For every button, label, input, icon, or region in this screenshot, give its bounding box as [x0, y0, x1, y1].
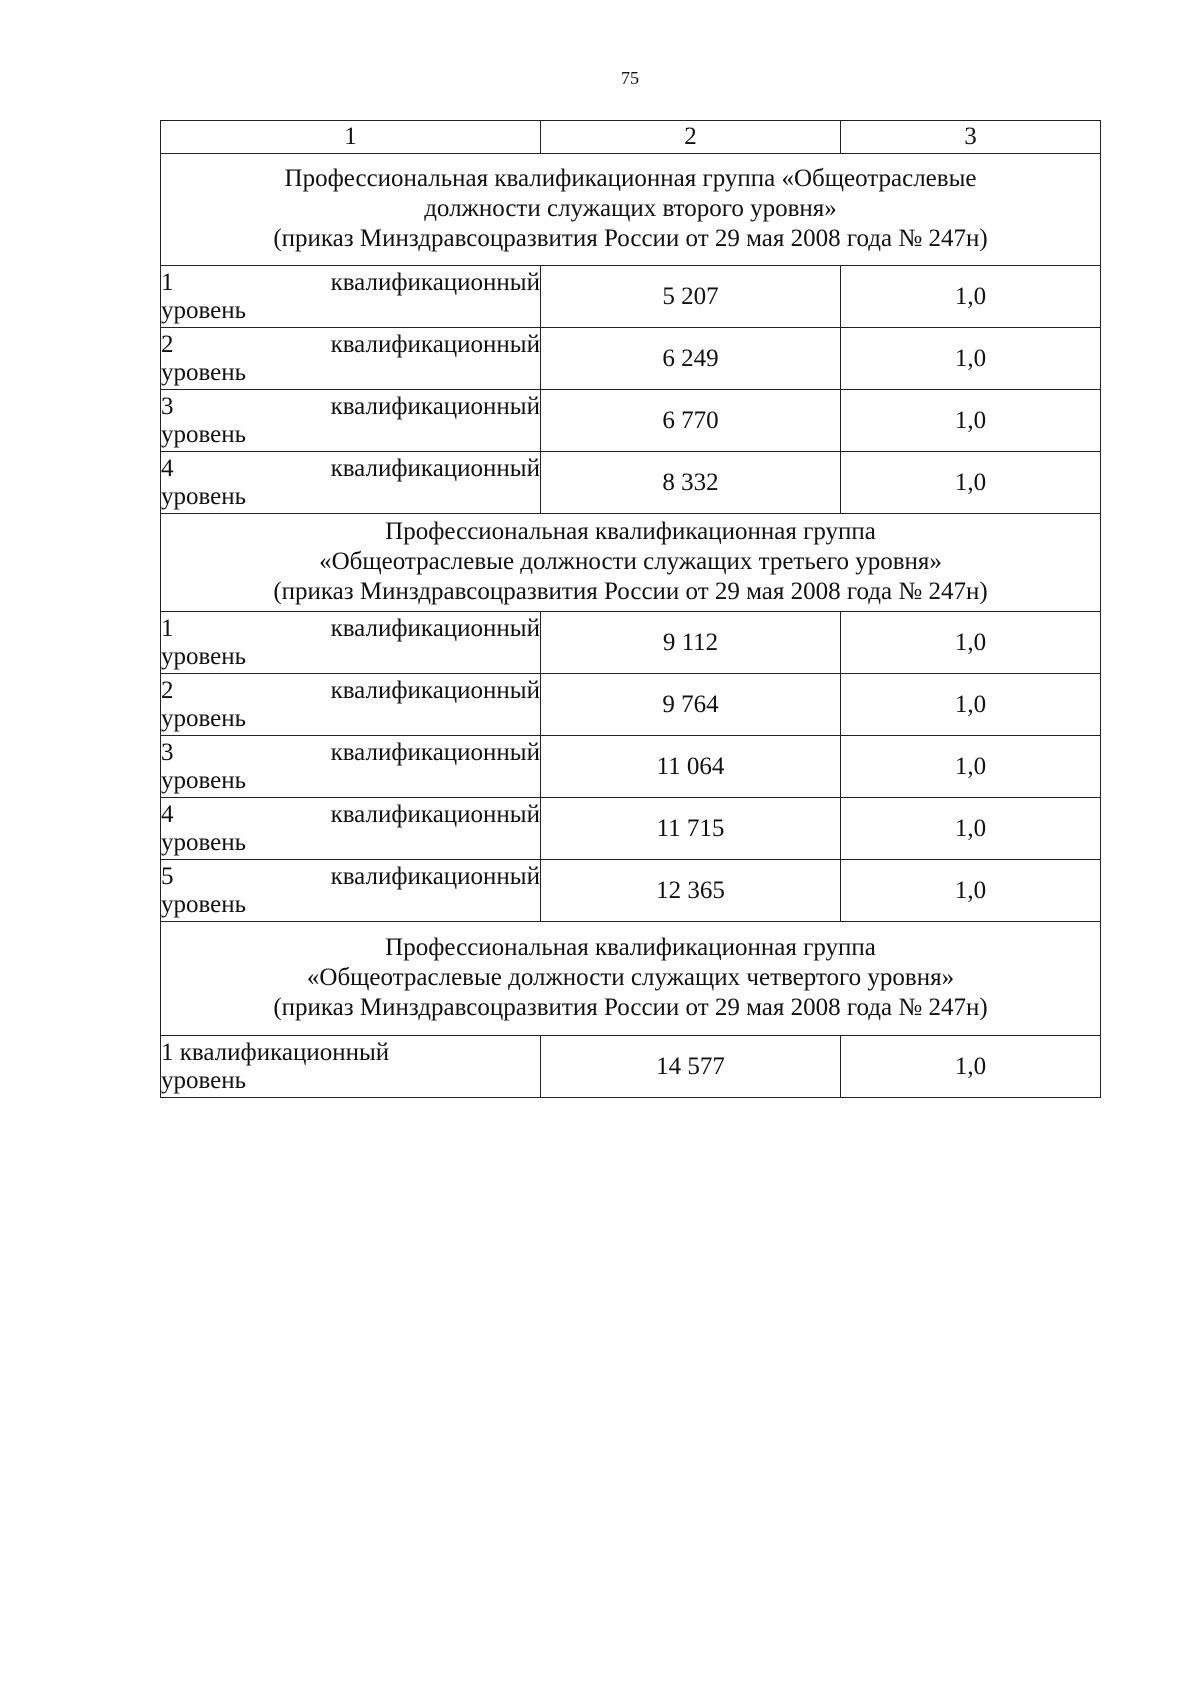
level-cell: [161, 390, 541, 452]
level-word: квалификационный: [330, 676, 540, 704]
group-header: [161, 154, 1101, 266]
salary-cell: 9 112: [541, 612, 841, 674]
table-row: [161, 390, 1101, 452]
group-title-line: (приказ Минздравсоцразвития России от 29 мая 2008 года № 247н): [273, 993, 988, 1021]
salary-cell: 6 770: [541, 390, 841, 452]
table-row: [161, 452, 1101, 514]
table-row: [161, 736, 1101, 798]
column-number: 1: [161, 121, 541, 154]
level-number: 2: [161, 676, 174, 704]
table-row: [161, 328, 1101, 390]
level-number: 1: [161, 1038, 174, 1066]
table-row: [161, 1036, 1101, 1098]
salary-cell: 14 577: [541, 1036, 841, 1098]
level-word: квалификационный: [330, 454, 540, 482]
coefficient-cell: 1,0: [841, 798, 1101, 860]
salary-cell: 5 207: [541, 266, 841, 328]
group-title-line: Профессиональная квалификационная группа: [385, 933, 876, 961]
level-number: 2: [161, 330, 174, 358]
level-word2: уровень: [161, 482, 247, 510]
level-word2: уровень: [161, 358, 247, 386]
table-row: [161, 860, 1101, 922]
group-title: [161, 154, 1101, 266]
level-word2: уровень: [161, 420, 247, 448]
level-number: 3: [161, 738, 174, 766]
coefficient-cell: 1,0: [841, 1036, 1101, 1098]
salary-cell: 6 249: [541, 328, 841, 390]
level-word: квалификационный: [330, 862, 540, 890]
group-title-line: «Общеотраслевые должности служащих четвертого уровня»: [306, 963, 955, 991]
coefficient-cell: 1,0: [841, 452, 1101, 514]
group-header: [161, 922, 1101, 1036]
salary-table: [160, 120, 1101, 1098]
level-word2: уровень: [161, 704, 247, 732]
coefficient-cell: 1,0: [841, 390, 1101, 452]
level-word2: уровень: [161, 828, 247, 856]
level-cell: [161, 328, 541, 390]
level-number: 1: [161, 268, 174, 296]
level-cell: [161, 612, 541, 674]
level-cell: [161, 860, 541, 922]
salary-cell: 8 332: [541, 452, 841, 514]
group-title: [161, 514, 1101, 612]
column-number-row: [161, 121, 1101, 154]
group-title-line: (приказ Минздравсоцразвития России от 29 мая 2008 года № 247н): [273, 224, 988, 252]
group-title: [161, 922, 1101, 1036]
coefficient-cell: 1,0: [841, 860, 1101, 922]
level-cell: [161, 736, 541, 798]
group-title-line: (приказ Минздравсоцразвития России от 29 мая 2008 года № 247н): [273, 577, 988, 605]
coefficient-cell: 1,0: [841, 736, 1101, 798]
page-number: 75: [621, 68, 639, 88]
group-header: [161, 514, 1101, 612]
level-word: квалификационный: [330, 800, 540, 828]
level-word2: уровень: [161, 890, 247, 918]
group-title-line: Профессиональная квалификационная группа «Общеотраслевые: [284, 164, 977, 192]
level-word: квалификационный: [179, 1038, 390, 1066]
salary-cell: 12 365: [541, 860, 841, 922]
level-number: 5: [161, 862, 174, 890]
level-word2: уровень: [161, 296, 247, 324]
level-word: квалификационный: [330, 614, 540, 642]
level-word: квалификационный: [330, 738, 540, 766]
group-title-line: должности служащих второго уровня»: [424, 194, 837, 222]
column-number: 2: [541, 121, 841, 154]
level-number: 3: [161, 392, 174, 420]
level-cell: [161, 452, 541, 514]
level-cell: [161, 674, 541, 736]
column-number: 3: [841, 121, 1101, 154]
level-number: 4: [161, 800, 174, 828]
level-cell: [161, 266, 541, 328]
coefficient-cell: 1,0: [841, 612, 1101, 674]
level-word: квалификационный: [330, 330, 540, 358]
group-title-line: Профессиональная квалификационная группа: [385, 517, 876, 545]
level-word: квалификационный: [330, 392, 540, 420]
level-cell: [161, 798, 541, 860]
table-row: [161, 266, 1101, 328]
table-row: [161, 798, 1101, 860]
level-word: квалификационный: [330, 268, 540, 296]
level-word2: уровень: [161, 642, 247, 670]
coefficient-cell: 1,0: [841, 674, 1101, 736]
table-row: [161, 612, 1101, 674]
level-number: 4: [161, 454, 174, 482]
level-word2: уровень: [161, 766, 247, 794]
level-number: 1: [161, 614, 174, 642]
salary-cell: 11 064: [541, 736, 841, 798]
coefficient-cell: 1,0: [841, 266, 1101, 328]
level-cell: [161, 1036, 541, 1098]
group-title-line: «Общеотраслевые должности служащих третьего уровня»: [319, 547, 942, 575]
level-word2: уровень: [161, 1066, 247, 1094]
coefficient-cell: 1,0: [841, 328, 1101, 390]
table-row: [161, 674, 1101, 736]
salary-cell: 11 715: [541, 798, 841, 860]
salary-cell: 9 764: [541, 674, 841, 736]
